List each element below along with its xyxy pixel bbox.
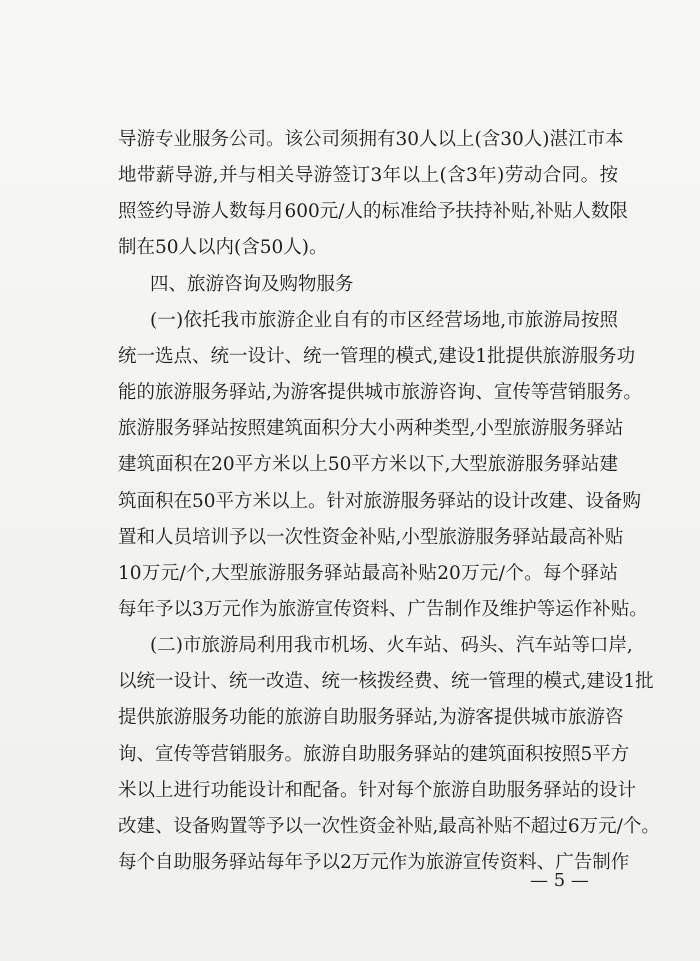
body-text-line: 统一选点、统一设计、统一管理的模式,建设1批提供旅游服务功 (118, 346, 636, 367)
body-text-line: 每个自助服务驿站每年予以2万元作为旅游宣传资料、广告制作 (118, 852, 630, 873)
page-number: — 5 — (530, 870, 589, 891)
body-text-line: 旅游服务驿站按照建筑面积分大小两种类型,小型旅游服务驿站 (118, 418, 624, 439)
body-text-line: 改建、设备购置等予以一次性资金补贴,最高补贴不超过6万元/个。 (118, 816, 660, 837)
body-text-line: 照签约导游人数每月600元/人的标准给予扶持补贴,补贴人数限 (118, 201, 628, 222)
body-text-line: 10万元/个,大型旅游服务驿站最高补贴20万元/个。每个驿站 (118, 563, 618, 584)
body-text-line: 提供旅游服务功能的旅游自助服务驿站,为游客提供城市旅游咨 (118, 707, 624, 728)
body-text-line: (二)市旅游局利用我市机场、火车站、码头、汽车站等口岸, (150, 635, 633, 656)
body-text-line: 每年予以3万元作为旅游宣传资料、广告制作及维护等运作补贴。 (118, 599, 648, 620)
body-text-line: 以统一设计、统一改造、统一核拨经费、统一管理的模式,建设1批 (118, 671, 654, 692)
body-text-line: 置和人员培训予以一次性资金补贴,小型旅游服务驿站最高补贴 (118, 527, 624, 548)
body-text-line: 制在50人以内(含50人)。 (118, 237, 328, 258)
body-text-line: 地带薪导游,并与相关导游签订3年以上(含3年)劳动合同。按 (118, 165, 618, 186)
body-text-line: 能的旅游服务驿站,为游客提供城市旅游咨询、宣传等营销服务。 (118, 382, 642, 403)
section-heading: 四、旅游咨询及购物服务 (150, 274, 354, 295)
body-text-line: 询、宣传等营销服务。旅游自助服务驿站的建筑面积按照5平方 (118, 744, 630, 765)
body-text-line: 米以上进行功能设计和配备。针对每个旅游自助服务驿站的设计 (118, 780, 637, 801)
body-text-line: 建筑面积在20平方米以上50平方米以下,大型旅游服务驿站建 (118, 454, 618, 475)
body-text-line: (一)依托我市旅游企业自有的市区经营场地,市旅游局按照 (150, 310, 618, 331)
body-text-line: 导游专业服务公司。该公司须拥有30人以上(含30人)湛江市本 (118, 129, 624, 150)
body-text-line: 筑面积在50平方米以上。针对旅游服务驿站的设计改建、设备购 (118, 491, 642, 512)
